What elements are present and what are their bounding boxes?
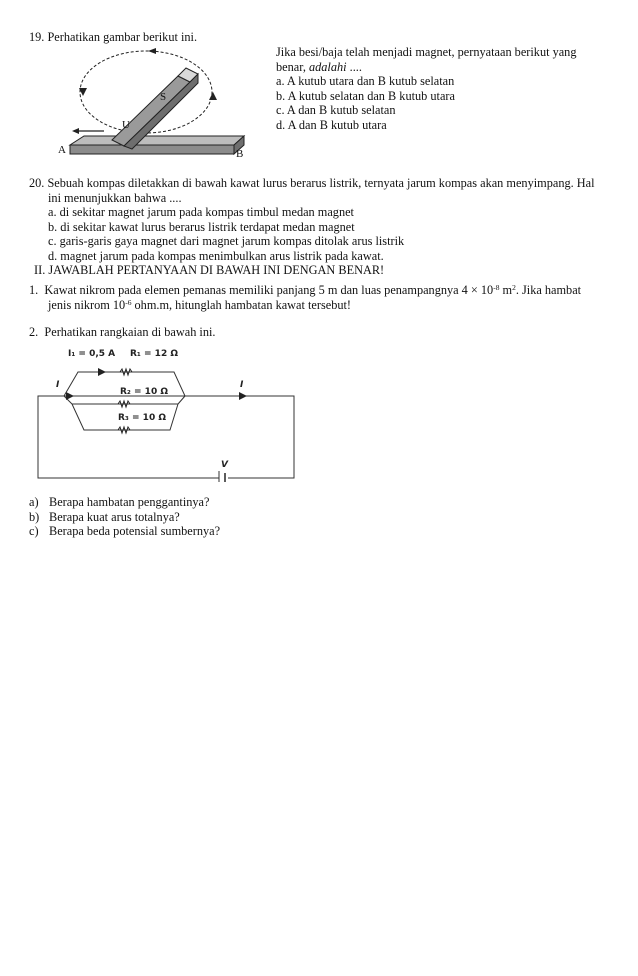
circuit-r1-label: R₁ = 12 Ω: [130, 349, 178, 359]
q19-stem-prefix: benar,: [276, 59, 309, 74]
q19-stem-italic: adalahi: [308, 59, 347, 74]
magnet-figure: [48, 48, 260, 160]
essay1-exponent-1: -8: [493, 283, 500, 292]
circuit-v-label: V: [221, 460, 228, 470]
essay1-number: 1.: [29, 283, 39, 297]
essay1-text-c: . Jika hambat: [515, 283, 582, 297]
q19-option-d: d. A dan B kutub utara: [276, 117, 387, 132]
essay2-subquestions: [29, 495, 220, 539]
circuit-r2-label: R₂ = 10 Ω: [120, 387, 168, 397]
essay1-text-a: Kawat nikrom pada elemen pemanas memiliki panjang 5 m dan luas penampangnya 4 × 10: [44, 283, 494, 297]
q19-option-c: c. A dan B kutub selatan: [276, 103, 396, 118]
q20-stem-line1: [29, 176, 619, 191]
q20-stem-text: Sebuah kompas diletakkan di bawah kawat lurus berarus listrik, ternyata jarum kompas akan menyimpang. Hal: [47, 176, 595, 190]
circuit-i-right-label: I: [240, 380, 244, 390]
slab-label-b: B: [236, 148, 244, 160]
magnet-label-s: S: [160, 91, 167, 103]
essay2-subquestion-b: [29, 510, 220, 525]
q19-stem: [276, 45, 576, 133]
circuit-diagram: [34, 340, 299, 482]
q20-option-c: c. garis-garis gaya magnet dari magnet jarum kompas ditolak arus listrik: [48, 234, 405, 249]
essay1-text-b: m: [499, 283, 513, 297]
essay2-intro-line: [29, 325, 215, 340]
essay1-line1: [29, 283, 611, 298]
slab-label-a: A: [58, 144, 66, 156]
subquestion-text: Berapa beda potensial sumbernya?: [49, 524, 221, 539]
q20-option-a: a. di sekitar magnet jarum pada kompas timbul medan magnet: [48, 205, 354, 220]
essay2-subquestion-c: [29, 524, 220, 539]
essay1-exponent-3: -6: [125, 297, 132, 307]
essay1-block: [29, 283, 611, 312]
essay2-number: 2.: [29, 325, 39, 339]
circuit-i1-label: I₁ = 0,5 A: [68, 349, 116, 359]
subquestion-text: Berapa kuat arus totalnya?: [49, 509, 180, 524]
circuit-i-left-label: I: [56, 380, 60, 390]
section2-heading: II. JAWABLAH PERTANYAAN DI BAWAH INI DENGAN BENAR!: [34, 263, 385, 277]
essay1-text-d: jenis nikrom 10: [48, 297, 126, 312]
subquestion-letter: c): [29, 524, 39, 539]
q20-option-d: d. magnet jarum pada kompas menimbulkan arus listrik pada kawat.: [48, 248, 384, 263]
q19-option-b: b. A kutub selatan dan B kutub utara: [276, 88, 455, 103]
q20-stem-line2: ini menunjukkan bahwa ....: [48, 190, 182, 205]
circuit-r3-label: R₃ = 10 Ω: [118, 413, 166, 423]
subquestion-letter: a): [29, 495, 39, 509]
q20-block: [29, 176, 619, 264]
q19-option-a: a. A kutub utara dan B kutub selatan: [276, 74, 455, 89]
subquestion-letter: b): [29, 509, 40, 524]
q19-stem-suffix: ....: [346, 59, 362, 74]
q19-number: 19.: [29, 30, 45, 44]
essay1-text-e: ohm.m, hitunglah hambatan kawat tersebut!: [131, 297, 352, 312]
essay2-subquestion-a: [29, 495, 220, 510]
essay1-line2: [29, 298, 611, 313]
q19-stem-line1: Jika besi/baja telah menjadi magnet, pernyataan berikut yang: [276, 45, 577, 59]
essay1-exponent-2: 2: [512, 283, 516, 292]
q19-intro-line: [29, 30, 197, 45]
q20-number: 20.: [29, 176, 45, 190]
subquestion-text: Berapa hambatan penggantinya?: [49, 495, 210, 509]
q19-intro: Perhatikan gambar berikut ini.: [47, 30, 198, 44]
essay2-intro: Perhatikan rangkaian di bawah ini.: [44, 325, 216, 339]
magnet-label-u: U: [122, 119, 130, 131]
q19-stem-line2: [276, 60, 576, 75]
q20-option-b: b. di sekitar kawat lurus berarus listrik terdapat medan magnet: [48, 219, 355, 234]
